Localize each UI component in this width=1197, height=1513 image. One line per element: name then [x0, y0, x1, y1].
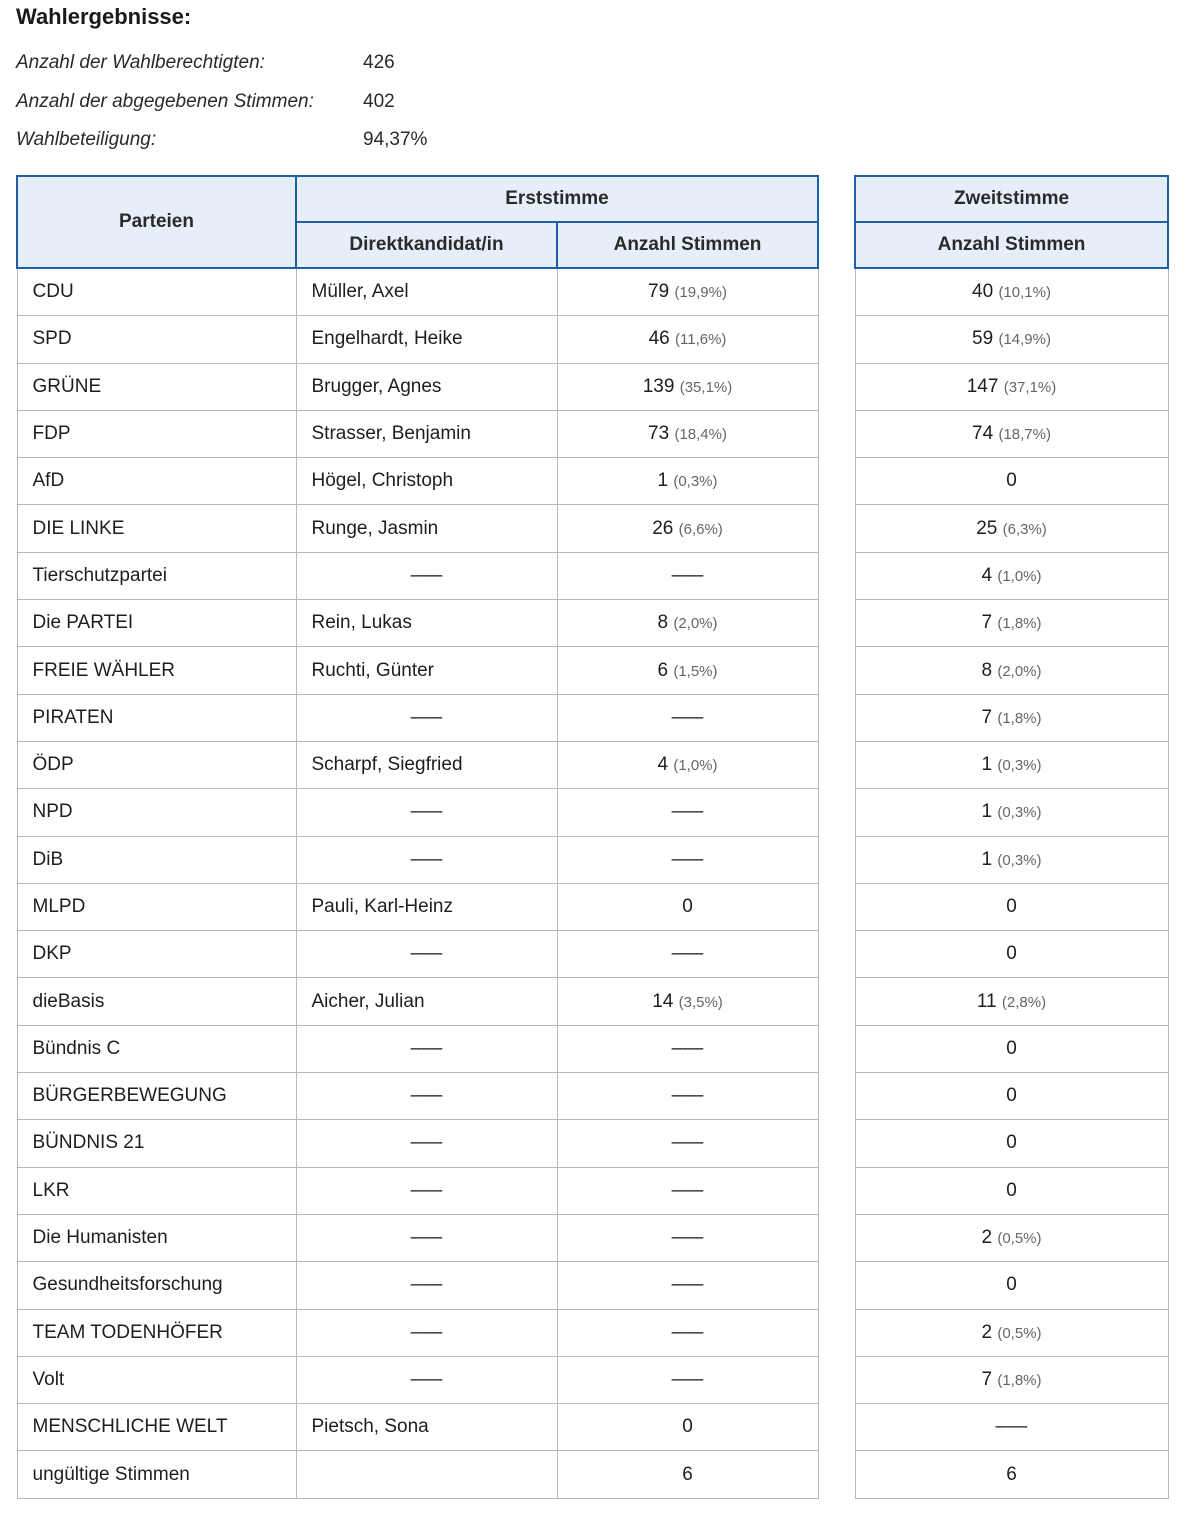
erst-percent: (1,5%)	[673, 662, 718, 680]
erst-votes: 6	[657, 659, 669, 681]
candidate-name: Müller, Axel	[296, 268, 557, 316]
header-anzahl-stimmen: Anzahl Stimmen	[557, 222, 818, 268]
stat-value: 94,37%	[363, 129, 428, 151]
erst-votes-cell	[557, 1073, 818, 1120]
zweit-votes-cell	[855, 1404, 1168, 1451]
table-row	[17, 410, 818, 457]
erst-votes-cell	[557, 363, 818, 410]
erst-votes: 139	[642, 375, 675, 397]
erst-votes: –––	[671, 1037, 704, 1059]
zweit-votes-cell	[855, 789, 1168, 836]
stat-label: Anzahl der Wahlberechtigten:	[16, 52, 265, 74]
candidate-name: –––	[296, 1214, 557, 1261]
table-row	[855, 1404, 1168, 1451]
erst-votes-cell	[557, 410, 818, 457]
candidate-name: Pauli, Karl-Heinz	[296, 883, 557, 930]
zweit-votes: 7	[981, 706, 993, 728]
zweit-percent: (0,3%)	[997, 757, 1042, 775]
zweit-votes: 0	[1006, 1132, 1017, 1154]
party-name: NPD	[17, 789, 296, 836]
header-anzahl-stimmen: Anzahl Stimmen	[855, 222, 1168, 268]
erst-votes-cell	[557, 1356, 818, 1403]
zweit-votes: 2	[981, 1227, 993, 1249]
erst-percent: (2,0%)	[673, 615, 718, 633]
erst-percent: (35,1%)	[679, 378, 733, 396]
table-row	[17, 836, 818, 883]
zweit-percent: (10,1%)	[998, 284, 1051, 302]
candidate-name	[296, 1451, 557, 1498]
erst-votes: 14	[652, 990, 674, 1012]
candidate-name: –––	[296, 1073, 557, 1120]
zweit-votes-cell	[855, 647, 1168, 694]
zweit-votes-cell	[855, 410, 1168, 457]
zweit-votes-cell	[855, 1025, 1168, 1072]
zweit-votes: 147	[966, 375, 999, 397]
erst-votes-cell	[557, 505, 818, 552]
zweit-percent: (0,5%)	[997, 1230, 1042, 1248]
zweit-percent: (1,8%)	[997, 615, 1042, 633]
candidate-name: Aicher, Julian	[296, 978, 557, 1025]
erst-votes: 4	[657, 754, 669, 776]
erst-percent: (11,6%)	[675, 331, 727, 349]
candidate-name: Rein, Lukas	[296, 600, 557, 647]
table-row	[855, 1309, 1168, 1356]
erst-percent: (0,3%)	[673, 473, 718, 491]
party-name: Bündnis C	[17, 1025, 296, 1072]
erst-votes-cell	[557, 978, 818, 1025]
erst-votes-cell	[557, 694, 818, 741]
party-name: ungültige Stimmen	[17, 1451, 296, 1498]
table-row	[17, 1356, 818, 1403]
zweit-votes-cell	[855, 1167, 1168, 1214]
erst-votes-cell	[557, 1262, 818, 1309]
party-name: DKP	[17, 931, 296, 978]
table-row	[17, 600, 818, 647]
zweit-votes-cell	[855, 694, 1168, 741]
erst-votes: –––	[671, 1227, 704, 1249]
zweit-votes: 7	[981, 612, 993, 634]
zweit-votes: 4	[981, 564, 993, 586]
zweit-percent: (18,7%)	[998, 426, 1051, 444]
table-row	[855, 1167, 1168, 1214]
candidate-name: Pietsch, Sona	[296, 1404, 557, 1451]
zweit-votes: 59	[972, 328, 994, 350]
table-row	[17, 1025, 818, 1072]
erst-votes-cell	[557, 1214, 818, 1261]
zweit-percent: (0,3%)	[997, 804, 1042, 822]
party-name: Volt	[17, 1356, 296, 1403]
zweit-votes-cell	[855, 458, 1168, 505]
header-zweitstimme: Zweitstimme	[855, 176, 1168, 222]
zweit-votes: 1	[981, 848, 993, 870]
zweit-percent: (0,3%)	[997, 851, 1042, 869]
zweit-votes-cell	[855, 836, 1168, 883]
candidate-name: Brugger, Agnes	[296, 363, 557, 410]
header-direktkandidat: Direktkandidat/in	[296, 222, 557, 268]
table-row	[855, 505, 1168, 552]
table-row	[855, 1073, 1168, 1120]
header-erststimme: Erststimme	[296, 176, 818, 222]
table-row	[855, 978, 1168, 1025]
zweit-votes-cell	[855, 1451, 1168, 1498]
zweit-votes: 1	[981, 754, 993, 776]
erst-votes: 46	[648, 328, 670, 350]
zweit-votes: 6	[1006, 1463, 1017, 1485]
erst-votes: 79	[648, 281, 670, 303]
party-name: BÜNDNIS 21	[17, 1120, 296, 1167]
erst-votes-cell	[557, 789, 818, 836]
zweit-votes: 11	[976, 990, 997, 1012]
stats-block	[16, 44, 427, 160]
erst-votes: –––	[671, 564, 704, 586]
erst-votes: 6	[682, 1463, 693, 1485]
header-parteien: Parteien	[17, 176, 296, 268]
erst-votes-cell	[557, 1309, 818, 1356]
table-row	[855, 1451, 1168, 1498]
erst-votes: –––	[671, 1368, 704, 1390]
zweit-votes-cell	[855, 363, 1168, 410]
zweit-votes-cell	[855, 1262, 1168, 1309]
zweit-votes: 0	[1006, 470, 1017, 492]
party-name: BÜRGERBEWEGUNG	[17, 1073, 296, 1120]
zweitstimme-table	[854, 175, 1169, 1499]
erst-votes-cell	[557, 647, 818, 694]
party-name: MENSCHLICHE WELT	[17, 1404, 296, 1451]
party-name: dieBasis	[17, 978, 296, 1025]
erst-percent: (3,5%)	[678, 993, 723, 1011]
table-row	[855, 1120, 1168, 1167]
erst-votes: 1	[657, 470, 669, 492]
candidate-name: Högel, Christoph	[296, 458, 557, 505]
candidate-name: –––	[296, 1356, 557, 1403]
erst-votes: –––	[671, 1179, 704, 1201]
candidate-name: Engelhardt, Heike	[296, 316, 557, 363]
zweit-votes-cell	[855, 741, 1168, 788]
table-row	[17, 316, 818, 363]
erst-percent: (6,6%)	[678, 520, 723, 538]
table-row	[17, 552, 818, 599]
zweit-percent: (0,5%)	[997, 1324, 1042, 1342]
party-name: ÖDP	[17, 741, 296, 788]
zweit-votes: 40	[972, 281, 994, 303]
table-row	[17, 741, 818, 788]
zweit-votes-cell	[855, 1120, 1168, 1167]
erst-votes-cell	[557, 931, 818, 978]
zweit-votes-cell	[855, 1073, 1168, 1120]
table-row	[17, 268, 818, 316]
table-row	[855, 552, 1168, 599]
table-row	[855, 883, 1168, 930]
zweit-percent: (37,1%)	[1003, 378, 1057, 396]
zweit-votes-cell	[855, 552, 1168, 599]
zweit-votes: 8	[981, 659, 993, 681]
candidate-name: –––	[296, 694, 557, 741]
erst-votes-cell	[557, 741, 818, 788]
party-name: GRÜNE	[17, 363, 296, 410]
table-row	[17, 505, 818, 552]
zweit-votes: 1	[981, 801, 993, 823]
erst-votes-cell	[557, 1451, 818, 1498]
erst-votes: 73	[648, 423, 670, 445]
erst-percent: (18,4%)	[674, 426, 727, 444]
table-row	[855, 1025, 1168, 1072]
stat-value: 426	[363, 52, 395, 74]
table-row	[855, 268, 1168, 316]
table-row	[855, 647, 1168, 694]
table-row	[855, 836, 1168, 883]
erst-votes: –––	[671, 943, 704, 965]
table-row	[855, 1356, 1168, 1403]
erst-percent: (1,0%)	[673, 757, 718, 775]
erst-votes-cell	[557, 268, 818, 316]
zweit-votes: 0	[1006, 1085, 1017, 1107]
zweit-votes: 0	[1006, 1274, 1017, 1296]
erststimme-table	[16, 175, 819, 1499]
table-row	[855, 316, 1168, 363]
zweit-votes-cell	[855, 1356, 1168, 1403]
zweit-votes-cell	[855, 505, 1168, 552]
party-name: FDP	[17, 410, 296, 457]
stat-row	[16, 83, 427, 122]
table-row	[17, 363, 818, 410]
erst-votes: 26	[652, 517, 674, 539]
zweit-votes: 0	[1006, 943, 1017, 965]
zweit-votes: 0	[1006, 1179, 1017, 1201]
erst-votes: 0	[682, 896, 693, 917]
zweit-percent: (6,3%)	[1002, 520, 1047, 538]
table-row	[17, 1309, 818, 1356]
erst-percent: (19,9%)	[674, 284, 727, 302]
erst-votes-cell	[557, 1025, 818, 1072]
candidate-name: Runge, Jasmin	[296, 505, 557, 552]
erst-votes-cell	[557, 552, 818, 599]
table-row	[17, 1120, 818, 1167]
party-name: DIE LINKE	[17, 505, 296, 552]
erst-votes: –––	[671, 1274, 704, 1296]
erst-votes: –––	[671, 706, 704, 728]
erst-votes-cell	[557, 1167, 818, 1214]
zweit-votes: 74	[972, 423, 994, 445]
party-name: TEAM TODENHÖFER	[17, 1309, 296, 1356]
table-row	[17, 1214, 818, 1261]
zweit-votes-cell	[855, 1309, 1168, 1356]
erst-votes-cell	[557, 458, 818, 505]
erst-votes: –––	[671, 1132, 704, 1154]
stat-label: Wahlbeteiligung:	[16, 129, 157, 151]
zweit-votes-cell	[855, 316, 1168, 363]
table-row	[17, 789, 818, 836]
candidate-name: –––	[296, 1262, 557, 1309]
candidate-name: –––	[296, 1120, 557, 1167]
table-row	[17, 931, 818, 978]
table-row	[17, 647, 818, 694]
zweit-percent: (14,9%)	[998, 331, 1051, 349]
zweit-percent: (1,8%)	[997, 709, 1042, 727]
candidate-name: Ruchti, Günter	[296, 647, 557, 694]
erst-votes-cell	[557, 1404, 818, 1451]
table-row	[17, 1262, 818, 1309]
erst-votes: –––	[671, 848, 704, 870]
page-title: Wahlergebnisse:	[16, 4, 192, 29]
party-name: Gesundheitsforschung	[17, 1262, 296, 1309]
zweit-votes: 7	[981, 1368, 993, 1390]
zweit-percent: (1,8%)	[997, 1371, 1042, 1389]
zweit-votes-cell	[855, 883, 1168, 930]
table-row	[17, 978, 818, 1025]
erst-votes: –––	[671, 801, 704, 823]
table-row	[855, 1262, 1168, 1309]
candidate-name: Strasser, Benjamin	[296, 410, 557, 457]
zweit-percent: (1,0%)	[997, 567, 1042, 585]
table-row	[17, 1167, 818, 1214]
party-name: CDU	[17, 268, 296, 316]
erst-votes-cell	[557, 836, 818, 883]
erst-votes: –––	[671, 1085, 704, 1107]
candidate-name: Scharpf, Siegfried	[296, 741, 557, 788]
table-row	[855, 458, 1168, 505]
zweit-percent: (2,8%)	[1001, 993, 1047, 1011]
erst-votes-cell	[557, 883, 818, 930]
table-row	[855, 410, 1168, 457]
stat-row	[16, 44, 427, 83]
zweit-votes: 2	[981, 1321, 993, 1343]
zweit-votes-cell	[855, 931, 1168, 978]
candidate-name: –––	[296, 1309, 557, 1356]
party-name: Tierschutzpartei	[17, 552, 296, 599]
table-row	[17, 694, 818, 741]
table-row	[855, 694, 1168, 741]
party-name: LKR	[17, 1167, 296, 1214]
party-name: Die Humanisten	[17, 1214, 296, 1261]
erst-votes-cell	[557, 600, 818, 647]
candidate-name: –––	[296, 1025, 557, 1072]
erst-votes-cell	[557, 1120, 818, 1167]
table-row	[855, 363, 1168, 410]
stat-label: Anzahl der abgegebenen Stimmen:	[16, 90, 314, 112]
zweit-votes-cell	[855, 1214, 1168, 1261]
party-name: DiB	[17, 836, 296, 883]
erst-votes-cell	[557, 316, 818, 363]
party-name: AfD	[17, 458, 296, 505]
table-row	[855, 1214, 1168, 1261]
erst-votes: 0	[682, 1416, 693, 1438]
stat-row	[16, 121, 427, 160]
table-row	[855, 600, 1168, 647]
zweit-votes: –––	[995, 1416, 1028, 1438]
zweit-votes-cell	[855, 600, 1168, 647]
candidate-name: –––	[296, 789, 557, 836]
candidate-name: –––	[296, 836, 557, 883]
table-row	[855, 931, 1168, 978]
table-row	[855, 741, 1168, 788]
candidate-name: –––	[296, 931, 557, 978]
table-row	[17, 1073, 818, 1120]
stat-value: 402	[363, 90, 395, 112]
candidate-name: –––	[296, 552, 557, 599]
table-row	[855, 789, 1168, 836]
zweit-votes: 0	[1006, 896, 1017, 917]
zweit-votes-cell	[855, 978, 1168, 1025]
erst-votes: –––	[671, 1321, 704, 1343]
zweit-votes: 25	[976, 517, 998, 539]
party-name: MLPD	[17, 883, 296, 930]
table-row	[17, 1451, 818, 1498]
erst-votes: 8	[657, 612, 669, 634]
table-row	[17, 1404, 818, 1451]
party-name: Die PARTEI	[17, 600, 296, 647]
party-name: PIRATEN	[17, 694, 296, 741]
zweit-percent: (2,0%)	[997, 662, 1042, 680]
party-name: SPD	[17, 316, 296, 363]
zweit-votes: 0	[1006, 1037, 1017, 1059]
candidate-name: –––	[296, 1167, 557, 1214]
party-name: FREIE WÄHLER	[17, 647, 296, 694]
table-row	[17, 458, 818, 505]
zweit-votes-cell	[855, 268, 1168, 316]
table-row	[17, 883, 818, 930]
